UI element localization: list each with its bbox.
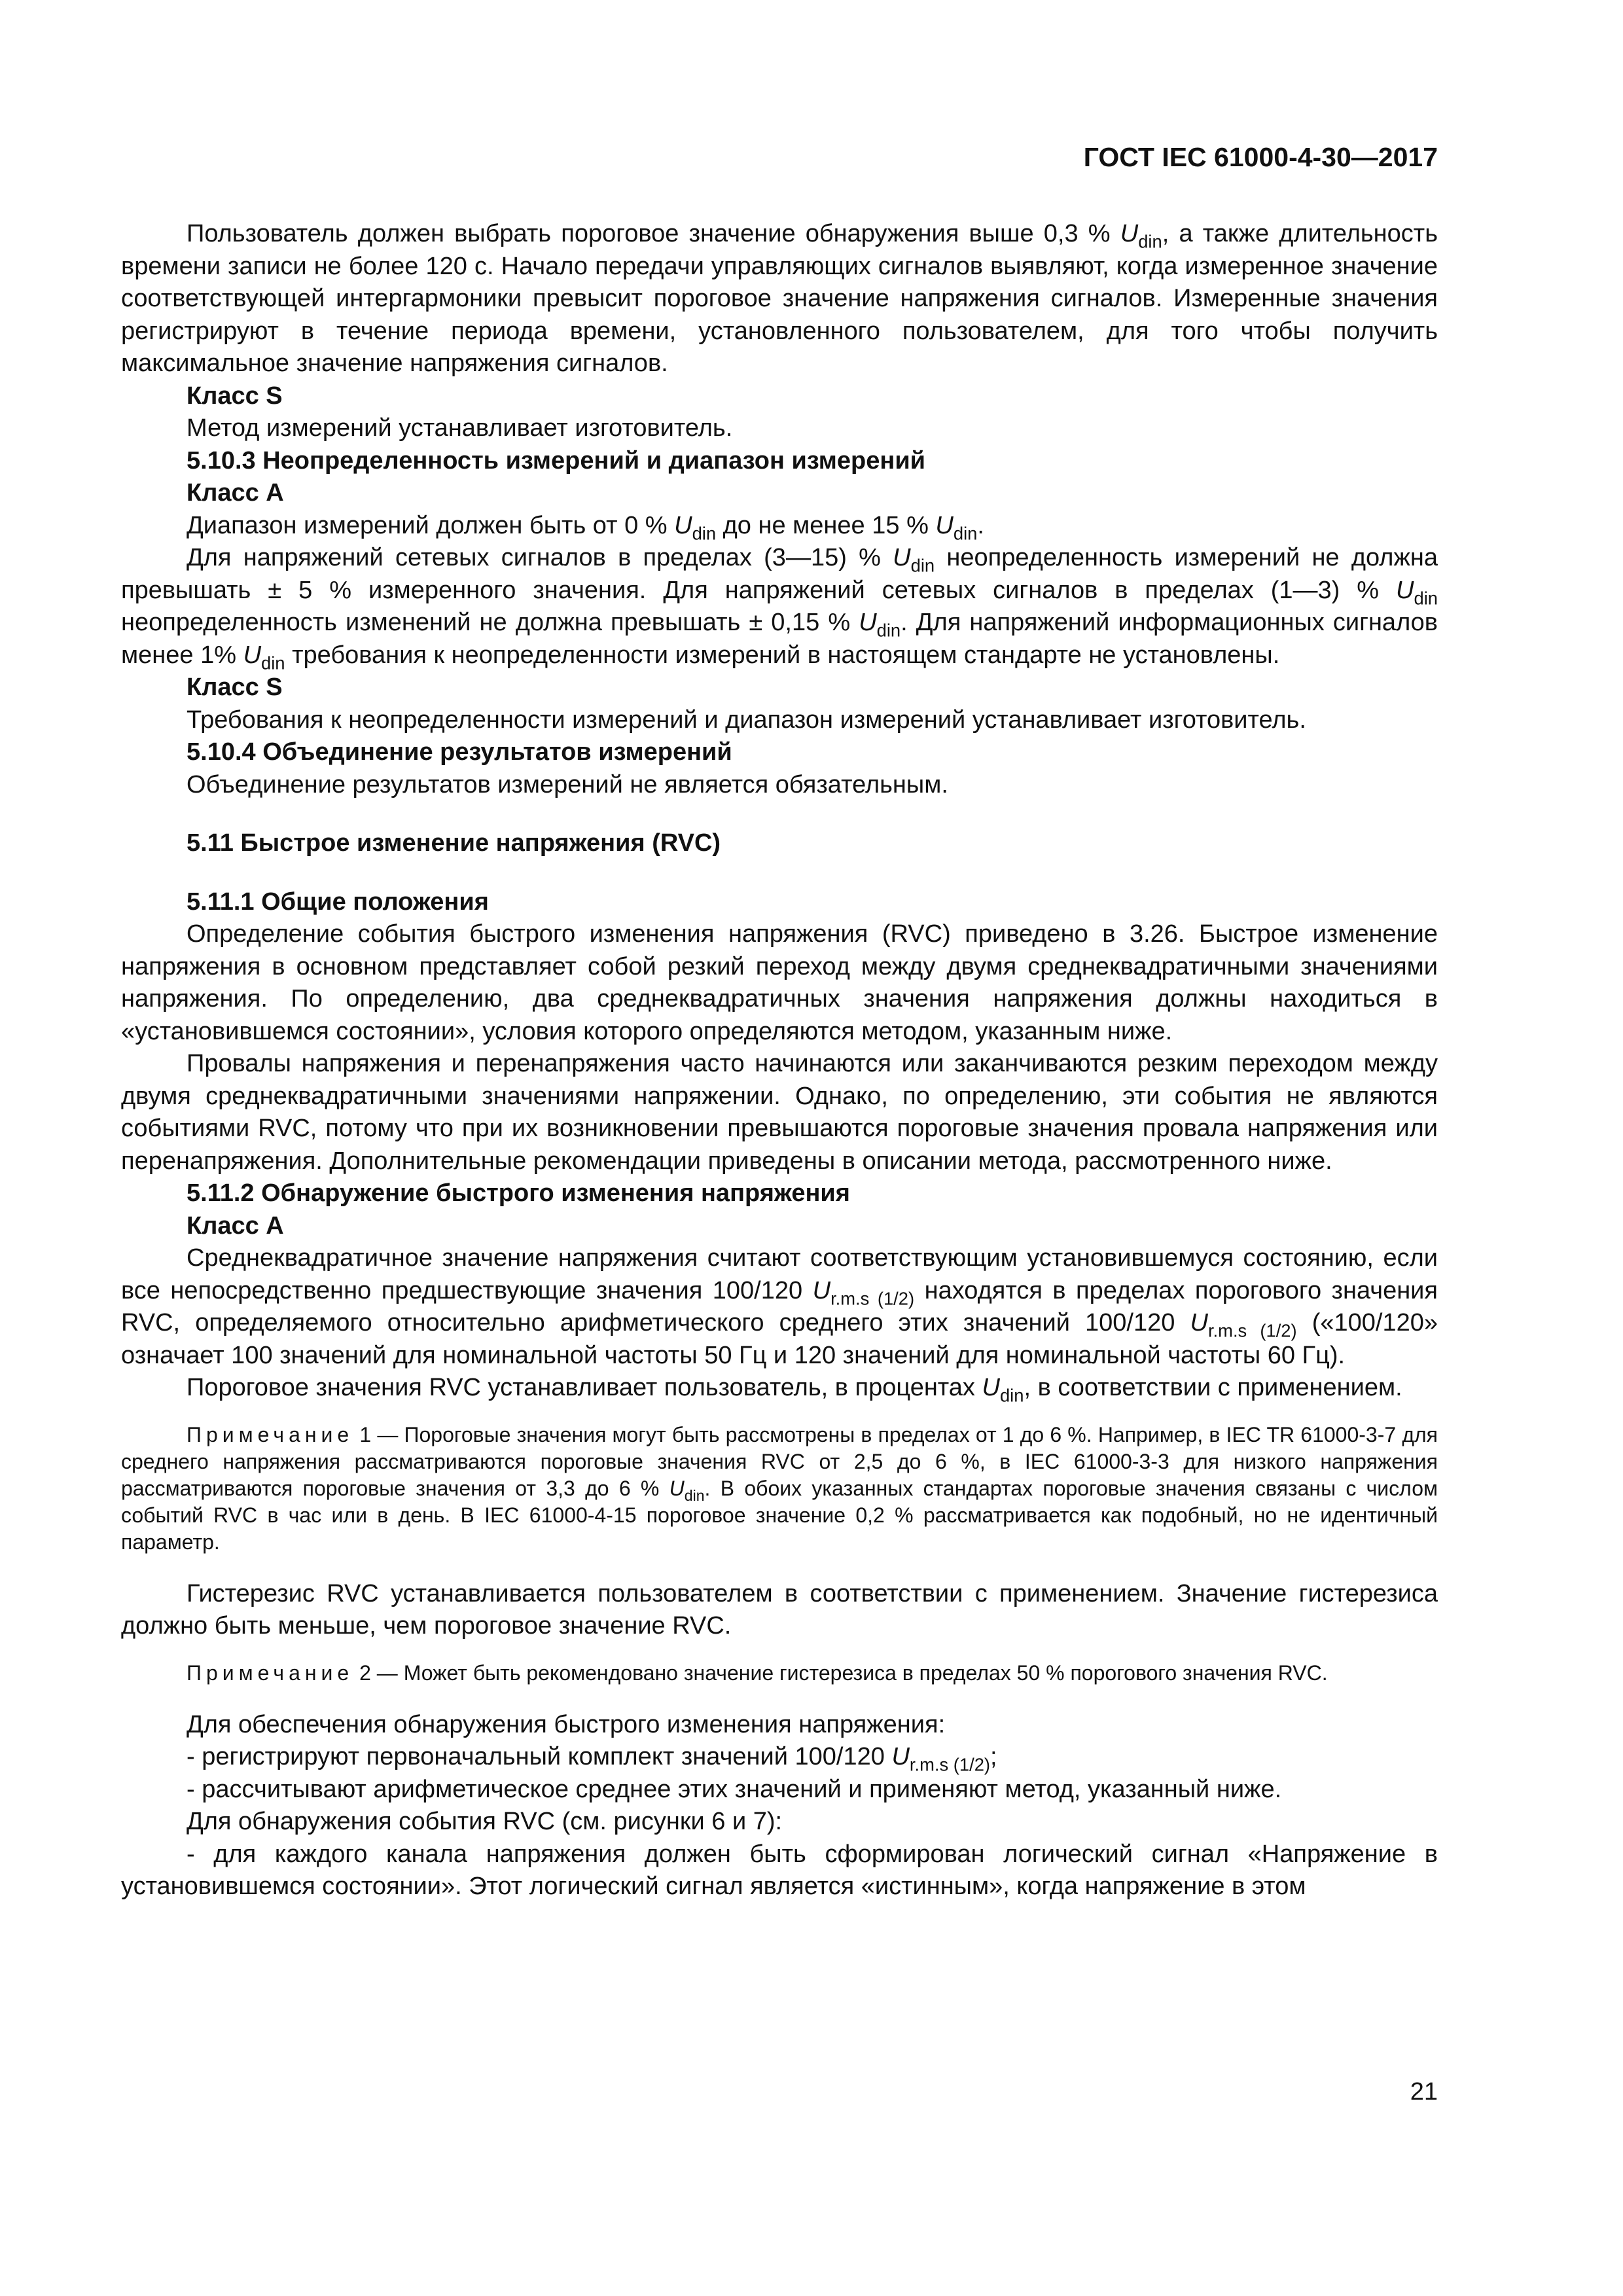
subscript: din — [1138, 231, 1162, 252]
text: неопределенность измерений не должна превышать ± 5 % измеренного значения. Для напряжений сетевых сигналов в пределах (1—3) % — [121, 544, 1438, 604]
text: («100/120» означает 100 значений для номинальной частоты 50 Гц и 120 значений для номинальной частоты 60 Гц). — [121, 1309, 1438, 1369]
class-label: Класс S — [187, 673, 283, 701]
paragraph — [121, 1242, 1438, 1372]
paragraph: Определение события быстрого изменения напряжения (RVC) приведено в 3.26. Быстрое изменение напряжения в основном представляет собой резкий переход между двумя среднеквадратичными значениями напряжения. По определению, два среднеквадратичных значения напряжения должны находиться в «установившемся состоянии», условия которого определяются методом, указанным ниже. — [121, 920, 1438, 1045]
text: , а также длительность времени записи не более 120 с. Начало передачи управляющих сигналов выявляют, когда измеренное значение соответствующей интергармоники превысит пороговое значение напряжения сигналов. Измеренные значения регистрируют в течение периода времени, установленного пользователем, для того чтобы получить максимальное значение напряжения сигналов. — [121, 220, 1438, 377]
symbol: U — [859, 609, 877, 636]
text: . — [977, 511, 984, 539]
section-heading-5-11: 5.11 Быстрое изменение напряжения (RVC) — [187, 829, 721, 857]
subscript: din — [999, 1385, 1024, 1406]
text: Пользователь должен выбрать пороговое значение обнаружения выше 0,3 % — [187, 220, 1120, 247]
section-heading-5-11-2: 5.11.2 Обнаружение быстрого изменения напряжения — [187, 1179, 850, 1207]
text: 2 — Может быть рекомендовано значение гистерезиса в пределах 50 % порогового значения RVC. — [353, 1660, 1328, 1685]
text: неопределенность изменений не должна превышать ± 0,15 % — [121, 609, 859, 636]
note-label: Примечание — [187, 1660, 354, 1685]
list-item: - для каждого канала напряжения должен быть сформирован логический сигнал «Напряжение в установившемся состоянии». Этот логический сигнал является «истинным», когда напряжение в этом — [121, 1840, 1438, 1900]
class-label: Класс А — [187, 479, 284, 507]
paragraph: Метод измерений устанавливает изготовитель. — [187, 414, 733, 442]
text: ; — [990, 1743, 997, 1770]
class-label: Класс А — [187, 1211, 284, 1240]
text: 1 — Пороговые значения могут быть рассмотрены в пределах от 1 до 6 %. Например, в IEC TR 61000-3-7 для среднего напряжения рассматриваются пороговые значения RVC от 2,5 до 6 %, в IEC 61000-3-3 для низкого напряжения рассматриваются пороговые значения от 3,3 до 6 % — [121, 1422, 1438, 1500]
section-heading-5-10-4: 5.10.4 Объединение результатов измерений — [187, 738, 732, 766]
note-1 — [121, 1422, 1438, 1556]
symbol: U — [891, 1743, 910, 1770]
symbol: U — [893, 544, 911, 571]
symbol: U — [935, 511, 954, 539]
document-header: ГОСТ IEC 61000-4-30—2017 — [1083, 142, 1438, 172]
text: Пороговое значения RVC устанавливает пользователь, в процентах — [187, 1374, 982, 1401]
symbol: U — [1120, 220, 1139, 247]
subscript: r.m.s (1/2) — [830, 1288, 915, 1309]
text: . В обоих указанных стандартах пороговые значения связаны с числом событий RVC в час или в день. В IEC 61000-4-15 пороговое значение 0,2 % рассматривается как подобный, но не идентичный параметр. — [121, 1476, 1438, 1554]
subscript: din — [1414, 588, 1438, 609]
symbol: U — [1190, 1309, 1208, 1336]
subscript: din — [910, 555, 935, 576]
class-label: Класс S — [187, 382, 283, 410]
list-item: - рассчитывают арифметическое среднее этих значений и применяют метод, указанный ниже. — [187, 1775, 1282, 1803]
subscript: din — [684, 1486, 705, 1504]
paragraph — [121, 1372, 1438, 1405]
text: требования к неопределенности измерений в настоящем стандарте не установлены. — [285, 641, 1280, 669]
paragraph: Для обеспечения обнаружения быстрого изменения напряжения: — [187, 1710, 946, 1738]
paragraph — [121, 218, 1438, 380]
text: до не менее 15 % — [716, 511, 936, 539]
subscript: din — [953, 523, 978, 544]
paragraph: Для обнаружения события RVC (см. рисунки 6 и 7): — [187, 1808, 783, 1835]
paragraph: Объединение результатов измерений не является обязательным. — [187, 770, 948, 798]
symbol: U — [669, 1476, 685, 1500]
subscript: din — [876, 620, 901, 641]
subscript: din — [692, 523, 717, 544]
paragraph: Провалы напряжения и перенапряжения часто начинаются или заканчиваются резким переходом между двумя среднеквадратичными значениями напряжении. Однако, по определению, эти события не являются событиями RVC, потому что при их возникновении превышаются пороговые значения провала напряжения или перенапряжения. Дополнительные рекомендации приведены в описании метода, рассмотренного ниже. — [121, 1050, 1438, 1175]
text: Диапазон измерений должен быть от 0 % — [187, 511, 675, 539]
section-heading-5-11-1: 5.11.1 Общие положения — [187, 888, 489, 916]
text: . Для напряжений информационных сигналов менее 1% — [121, 609, 1438, 669]
symbol: U — [812, 1276, 831, 1304]
text: Среднеквадратичное значение напряжения считают соответствующим установившемуся состоянию, если все непосредственно предшествующие значения 100/120 — [121, 1244, 1438, 1304]
text: Для напряжений сетевых сигналов в пределах (3—15) % — [187, 544, 893, 571]
symbol: U — [1396, 576, 1414, 604]
list-item — [121, 1741, 1438, 1774]
subscript: din — [261, 653, 285, 673]
text: , в соответствии с применением. — [1024, 1374, 1402, 1401]
paragraph: Требования к неопределенности измерений и диапазон измерений устанавливает изготовитель. — [187, 706, 1306, 734]
note-2 — [121, 1660, 1438, 1687]
section-heading-5-10-3: 5.10.3 Неопределенность измерений и диапазон измерений — [187, 446, 926, 475]
paragraph — [121, 510, 1438, 543]
paragraph — [121, 542, 1438, 672]
document-page — [121, 141, 1438, 1903]
page-number: 21 — [1410, 2078, 1438, 2106]
symbol: U — [674, 511, 692, 539]
symbol: U — [982, 1374, 1000, 1401]
text: находятся в пределах порогового значения RVC, определяемого относительно арифметического среднего этих значений 100/120 — [121, 1276, 1438, 1336]
text: - регистрируют первоначальный комплект значений 100/120 — [187, 1743, 892, 1770]
paragraph: Гистерезис RVC устанавливается пользователем в соответствии с применением. Значение гистерезиса должно быть меньше, чем пороговое значение RVC. — [121, 1579, 1438, 1640]
symbol: U — [243, 641, 262, 669]
subscript: r.m.s (1/2) — [1207, 1320, 1297, 1341]
subscript: r.m.s (1/2) — [909, 1754, 991, 1775]
note-label: Примечание — [187, 1422, 354, 1446]
